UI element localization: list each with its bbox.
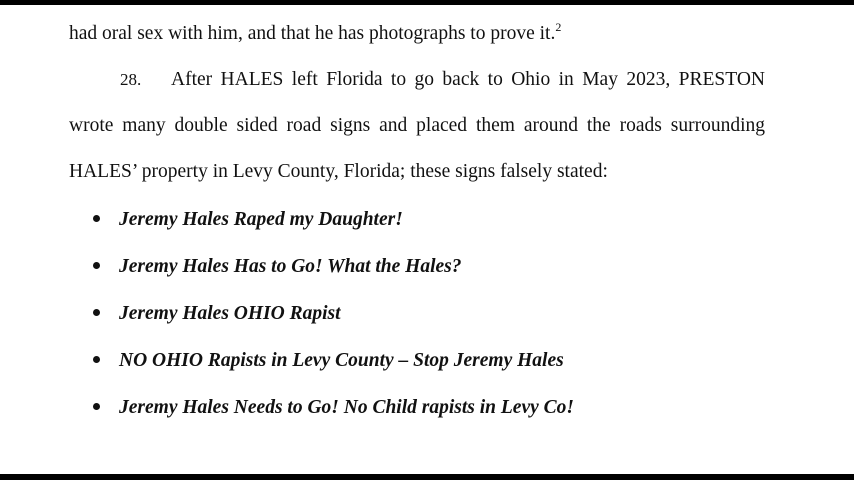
list-item-text: Jeremy Hales Needs to Go! No Child rapists in Levy Co! xyxy=(119,397,574,418)
list-item-text: Jeremy Hales Raped my Daughter! xyxy=(119,209,403,230)
line-3-text: wrote many double sided road signs and placed them around the roads surrounding xyxy=(69,115,765,136)
bullet-dot-icon xyxy=(93,403,100,410)
line-2-text: After HALES left Florida to go back to Ohio in May 2023, PRESTON xyxy=(171,69,765,90)
bullet-dot-icon xyxy=(93,262,100,269)
list-item xyxy=(93,396,574,420)
line-1-text: had oral sex with him, and that he has photographs to prove it. xyxy=(69,23,556,44)
list-item-text: Jeremy Hales Has to Go! What the Hales? xyxy=(119,256,462,277)
list-item xyxy=(93,255,462,279)
paragraph-number: 28. xyxy=(120,70,142,89)
list-item xyxy=(93,208,403,232)
bullet-dot-icon xyxy=(93,309,100,316)
line-4-text: HALES’ property in Levy County, Florida; these signs falsely stated: xyxy=(69,161,608,182)
list-item-text: NO OHIO Rapists in Levy County – Stop Jeremy Hales xyxy=(119,350,564,371)
bullet-dot-icon xyxy=(93,356,100,363)
bullet-dot-icon xyxy=(93,215,100,222)
list-item xyxy=(93,349,564,373)
footnote-marker: 2 xyxy=(555,20,562,34)
list-item-text: Jeremy Hales OHIO Rapist xyxy=(119,303,341,324)
list-item xyxy=(93,302,341,326)
sign-text-list xyxy=(0,5,854,474)
document-page xyxy=(0,5,854,474)
